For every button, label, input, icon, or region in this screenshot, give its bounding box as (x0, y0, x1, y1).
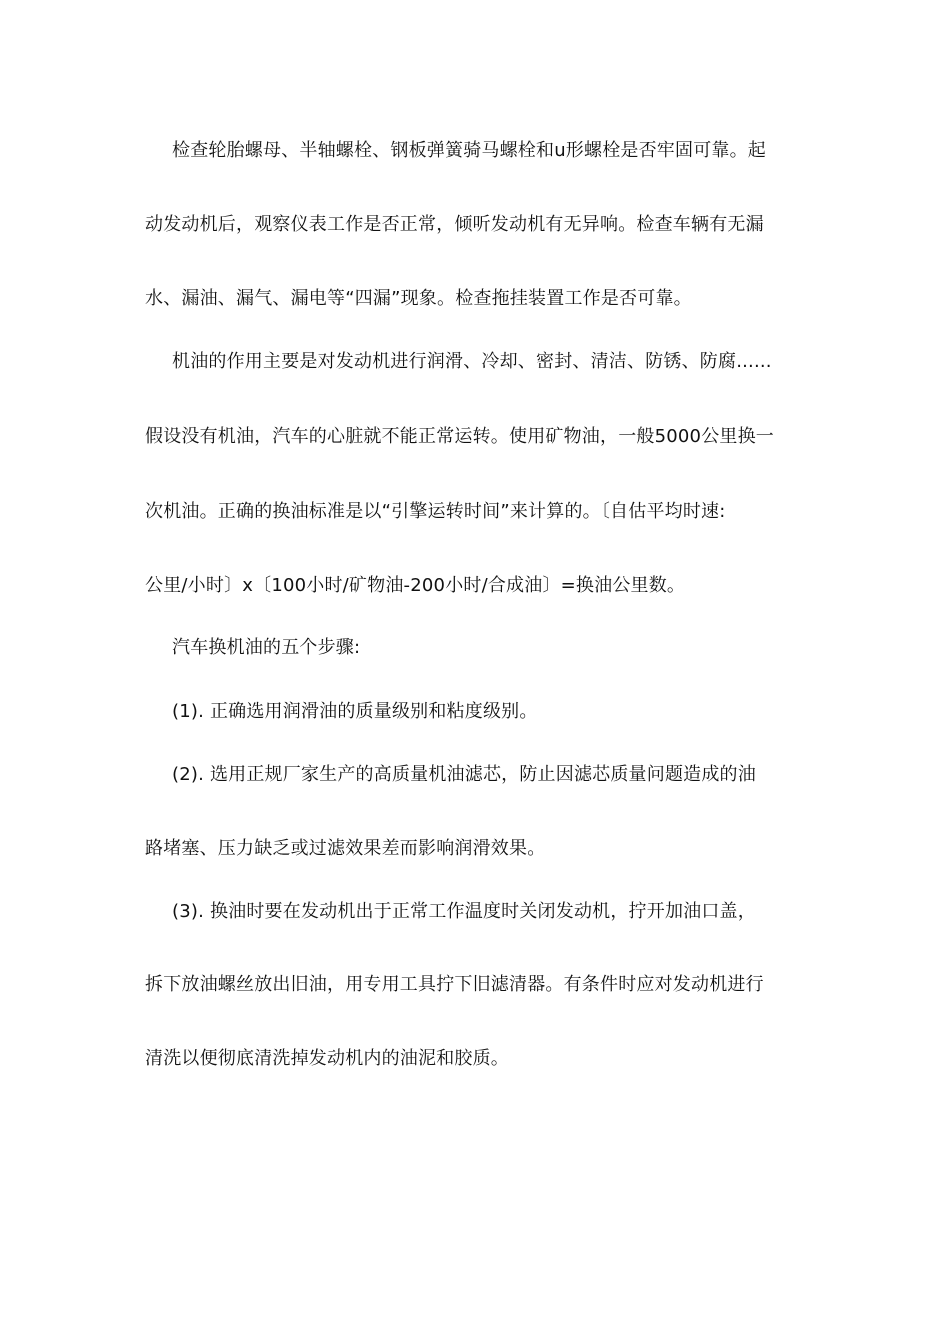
paragraph-1-line-3: 水、漏油、漏气、漏电等“四漏”现象。检查拖挂装置工作是否可靠。 (145, 288, 692, 309)
paragraph-2-line-1: 机油的作用主要是对发动机进行润滑、冷却、密封、清洁、防锈、防腐...... (172, 351, 772, 372)
step-3-line-1: (3). 换油时要在发动机出于正常工作温度时关闭发动机，拧开加油口盖， (172, 901, 756, 922)
step-1: (1). 正确选用润滑油的质量级别和粘度级别。 (172, 701, 538, 722)
paragraph-2-line-2: 假设没有机油，汽车的心脏就不能正常运转。使用矿物油，一般5000公里换一 (145, 426, 775, 447)
paragraph-1-line-1: 检查轮胎螺母、半轴螺栓、钢板弹簧骑马螺栓和u形螺栓是否牢固可靠。起 (172, 140, 767, 161)
steps-heading: 汽车换机油的五个步骤: (172, 637, 361, 658)
step-2-line-2: 路堵塞、压力缺乏或过滤效果差而影响润滑效果。 (145, 838, 546, 859)
paragraph-2-line-3: 次机油。正确的换油标准是以“引擎运转时间”来计算的。〔自估平均时速: (145, 501, 726, 522)
paragraph-2-line-4: 公里/小时〕x〔100小时/矿物油-200小时/合成油〕=换油公里数。 (145, 575, 686, 596)
step-3-line-2: 拆下放油螺丝放出旧油，用专用工具拧下旧滤清器。有条件时应对发动机进行 (145, 974, 764, 995)
step-3-line-3: 清洗以便彻底清洗掉发动机内的油泥和胶质。 (145, 1048, 509, 1069)
paragraph-1-line-2: 动发动机后，观察仪表工作是否正常，倾听发动机有无异响。检查车辆有无漏 (145, 214, 764, 235)
step-2-line-1: (2). 选用正规厂家生产的高质量机油滤芯，防止因滤芯质量问题造成的油 (172, 764, 756, 785)
